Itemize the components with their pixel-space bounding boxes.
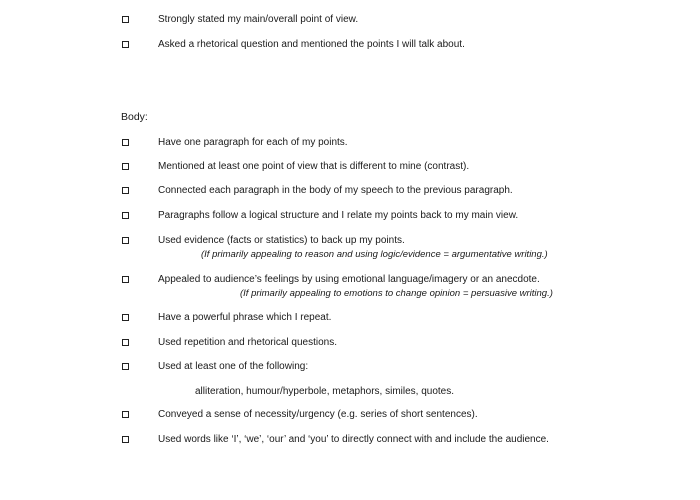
item-text: Have a powerful phrase which I repeat. — [158, 312, 332, 323]
item-text: Paragraphs follow a logical structure and I relate my points back to my main view. — [158, 210, 519, 221]
checkbox[interactable] — [122, 212, 129, 219]
checkbox[interactable] — [122, 436, 129, 443]
item-text: Used words like ‘I’, ‘we’, ‘our’ and ‘you’ to directly connect with and include the audience. — [158, 434, 549, 445]
cropped-top-line — [0, 0, 700, 2]
section-heading: Body: — [121, 111, 148, 123]
item-text: Strongly stated my main/overall point of view. — [158, 14, 359, 25]
item-text: Used at least one of the following: — [158, 361, 309, 372]
checkbox[interactable] — [122, 41, 129, 48]
checkbox[interactable] — [122, 163, 129, 170]
item-text: Appealed to audience’s feelings by using emotional language/imagery or an anecdote. — [158, 274, 540, 285]
item-text: Asked a rhetorical question and mentioned the points I will talk about. — [158, 39, 465, 50]
item-text: Used evidence (facts or statistics) to back up my points. — [158, 235, 405, 246]
checkbox[interactable] — [122, 16, 129, 23]
checkbox[interactable] — [122, 411, 129, 418]
checkbox[interactable] — [122, 139, 129, 146]
checkbox[interactable] — [122, 363, 129, 370]
item-text: Connected each paragraph in the body of my speech to the previous paragraph. — [158, 185, 513, 196]
item-text: Have one paragraph for each of my points. — [158, 137, 348, 148]
checklist-item — [0, 273, 700, 301]
checkbox[interactable] — [122, 314, 129, 321]
checkbox[interactable] — [122, 187, 129, 194]
item-note: (If primarily appealing to reason and using logic/evidence = argumentative writing.) — [201, 249, 548, 260]
item-text: Mentioned at least one point of view that is different to mine (contrast). — [158, 161, 470, 172]
item-note: (If primarily appealing to emotions to change opinion = persuasive writing.) — [240, 288, 553, 299]
item-text: Used repetition and rhetorical questions. — [158, 337, 337, 348]
devices-list: alliteration, humour/hyperbole, metaphors, similes, quotes. — [195, 386, 455, 397]
checkbox[interactable] — [122, 339, 129, 346]
item-text: Conveyed a sense of necessity/urgency (e.g. series of short sentences). — [158, 409, 478, 420]
checkbox[interactable] — [122, 237, 129, 244]
checklist-item — [0, 234, 700, 262]
checkbox[interactable] — [122, 276, 129, 283]
